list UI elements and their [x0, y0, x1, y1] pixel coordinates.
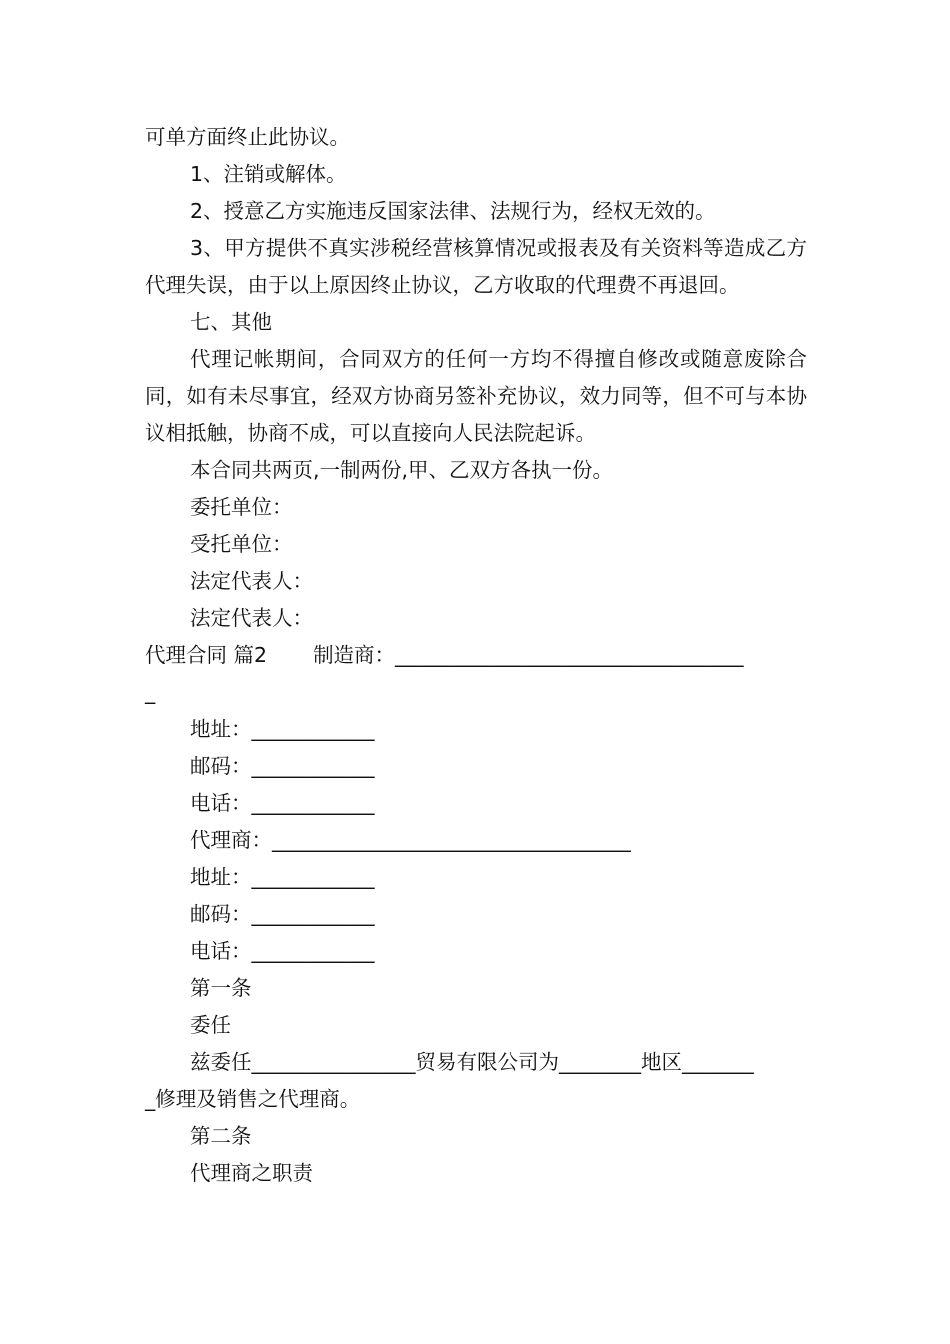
form-field: 地址：____________ [190, 717, 375, 741]
article-heading: 第二条 [190, 1124, 252, 1148]
document-body [145, 119, 807, 1192]
form-field: 代理商：___________________________________ [190, 828, 631, 852]
article-title: 委任 [190, 1013, 231, 1037]
article-title: 代理商之职责 [190, 1161, 313, 1185]
contract-header-line [145, 637, 807, 711]
article-heading: 第一条 [190, 976, 252, 1000]
paragraph: 代理记帐期间，合同双方的任何一方均不得擅自修改或随意废除合同，如有未尽事宜，经双方协商另签补充协议，效力同等，但不可与本协议相抵触，协商不成，可以直接向人民法院起诉。 [145, 347, 807, 445]
paragraph: 1、注销或解体。 [190, 162, 347, 186]
appointment-line: 兹委任________________贸易有限公司为________地区_______ [190, 1050, 754, 1074]
paragraph: 可单方面终止此协议。 [145, 125, 350, 149]
signature-field: 受托单位： [190, 532, 293, 556]
manufacturer-field: 制造商：__________________________________ [313, 643, 744, 667]
contract-title: 代理合同 篇2 [145, 643, 268, 667]
paragraph: _修理及销售之代理商。 [145, 1087, 361, 1111]
signature-field: 法定代表人： [190, 569, 313, 593]
form-field: 电话：____________ [190, 791, 375, 815]
paragraph: 2、授意乙方实施违反国家法律、法规行为，经权无效的。 [190, 199, 716, 223]
paragraph [145, 1044, 807, 1081]
form-field: 电话：____________ [190, 939, 375, 963]
form-field: 邮码：____________ [190, 754, 375, 778]
form-field: 邮码：____________ [190, 902, 375, 926]
paragraph: 本合同共两页,一制两份,甲、乙双方各执一份。 [190, 458, 614, 482]
manufacturer-field-tail: _ [145, 680, 156, 704]
paragraph: 3、甲方提供不真实涉税经营核算情况或报表及有关资料等造成乙方代理失误，由于以上原因终止协议，乙方收取的代理费不再退回。 [145, 236, 807, 297]
signature-field: 委托单位： [190, 495, 293, 519]
signature-field: 法定代表人： [190, 606, 313, 630]
section-heading: 七、其他 [190, 310, 272, 334]
form-field: 地址：____________ [190, 865, 375, 889]
